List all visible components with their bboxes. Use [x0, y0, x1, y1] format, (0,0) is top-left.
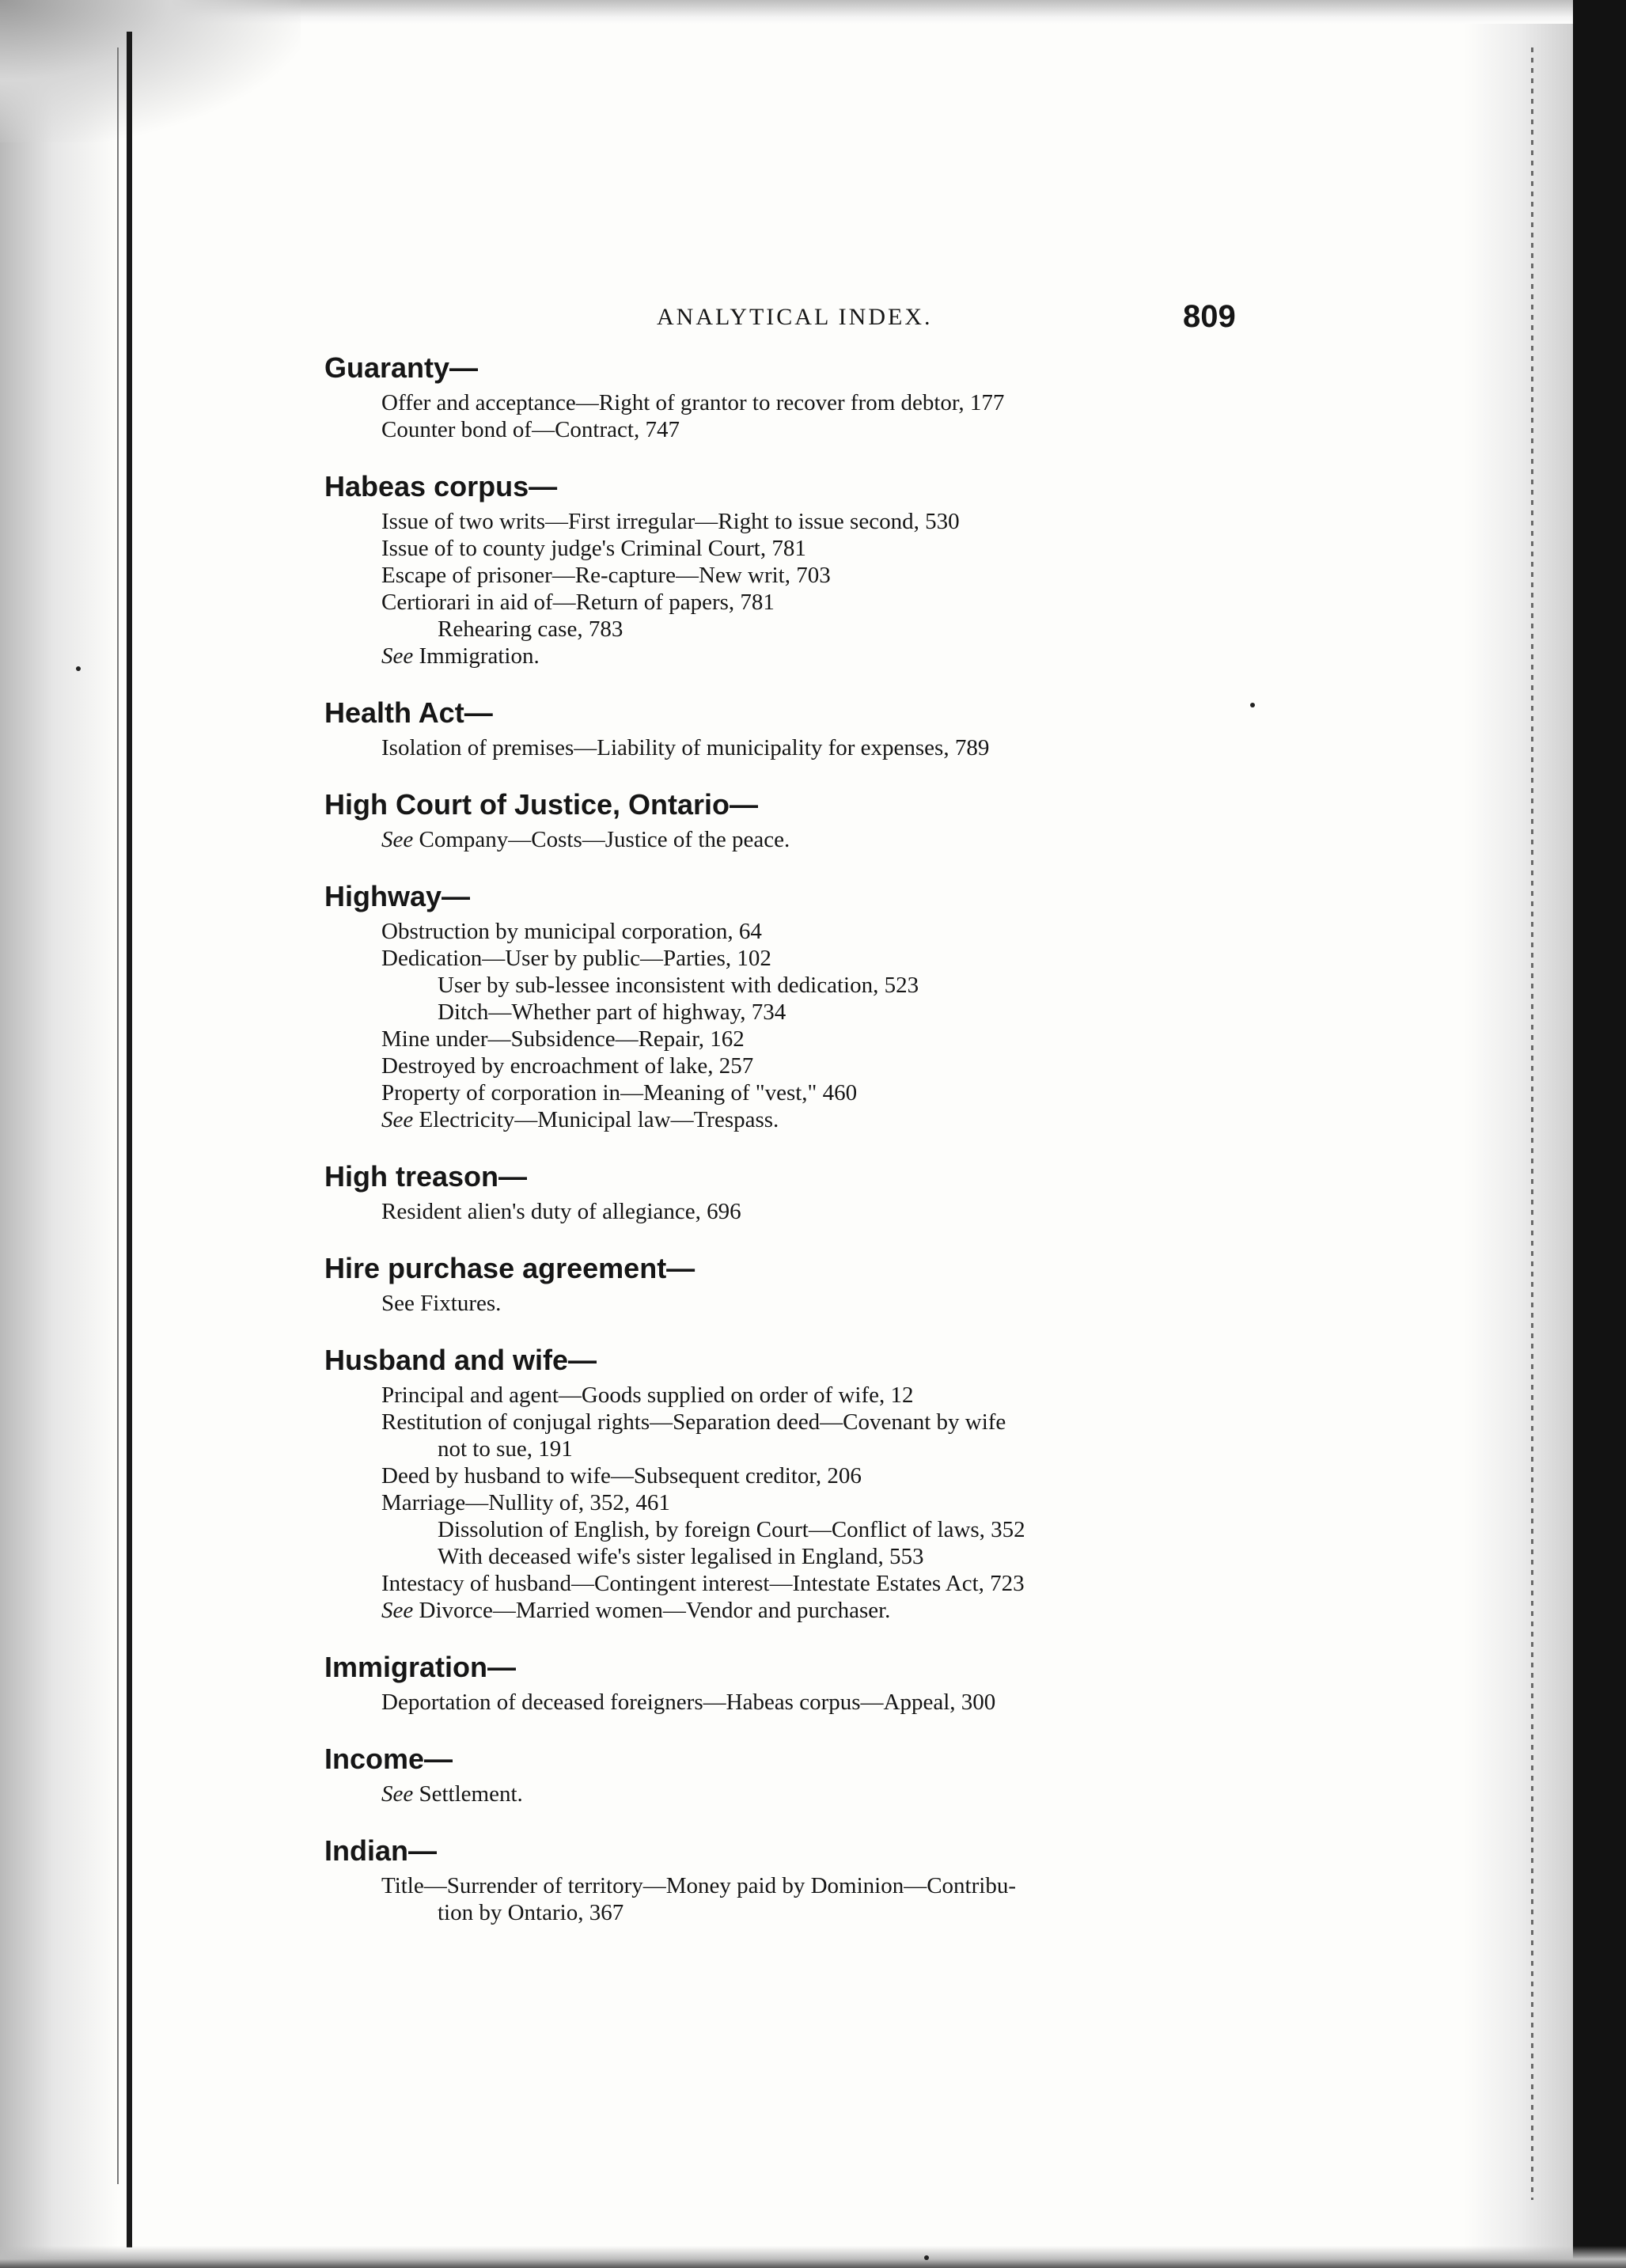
index-entry — [324, 348, 1274, 443]
index-subentry: User by sub-lessee inconsistent with dedication, 523 — [438, 973, 919, 998]
index-subentry: Marriage—Nullity of, 352, 461 — [381, 1490, 670, 1515]
index-subentry: Principal and agent—Goods supplied on order of wife, 12 — [381, 1382, 914, 1408]
index-subentry: Counter bond of—Contract, 747 — [381, 417, 680, 442]
index-subentry: Property of corporation in—Meaning of "vest," 460 — [381, 1080, 858, 1106]
index-subentry: Ditch—Whether part of highway, 734 — [438, 999, 786, 1025]
index-subentry: Dedication—User by public—Parties, 102 — [381, 946, 771, 971]
index-entry — [324, 467, 1274, 669]
index-heading: High treason— — [324, 1160, 528, 1193]
index-entry — [324, 1249, 1274, 1317]
index-entry — [324, 785, 1274, 853]
index-heading: High Court of Justice, Ontario— — [324, 788, 759, 821]
index-heading: Immigration— — [324, 1651, 517, 1683]
index-heading: Habeas corpus— — [324, 470, 558, 503]
index-subentry: Destroyed by encroachment of lake, 257 — [381, 1053, 754, 1079]
index-heading: Highway— — [324, 880, 471, 912]
see-label: See — [381, 1107, 414, 1132]
index-entry — [324, 693, 1274, 761]
scan-speck — [76, 666, 81, 671]
cross-reference: See Company—Costs—Justice of the peace. — [381, 827, 790, 852]
index-subentry: Issue of to county judge's Criminal Court, 781 — [381, 536, 806, 561]
scan-edge-left — [0, 0, 119, 2268]
index-subentry: Title—Surrender of territory—Money paid by Dominion—Contribu- — [381, 1873, 1016, 1898]
index-entry — [324, 1648, 1274, 1716]
index-heading: Health Act— — [324, 696, 493, 729]
index-subentry: Deportation of deceased foreigners—Habeas corpus—Appeal, 300 — [381, 1690, 996, 1715]
index-subentry: With deceased wife's sister legalised in England, 553 — [438, 1544, 924, 1569]
index-subentry: not to sue, 191 — [438, 1436, 573, 1462]
index-entry — [324, 1157, 1274, 1225]
index-subentry: Rehearing case, 783 — [438, 616, 623, 642]
index-column — [324, 348, 1274, 1926]
index-subentry: Obstruction by municipal corporation, 64 — [381, 919, 762, 944]
scan-edge-stripe — [1531, 47, 1533, 2200]
cross-reference: See Electricity—Municipal law—Trespass. — [381, 1107, 779, 1132]
cross-reference: See Immigration. — [381, 643, 540, 669]
index-entry — [324, 877, 1274, 1133]
index-subentry: Dissolution of English, by foreign Court—Conflict of laws, 352 — [438, 1517, 1025, 1542]
index-subentry: Offer and acceptance—Right of grantor to recover from debtor, 177 — [381, 390, 1005, 415]
index-subentries — [324, 1872, 1274, 1926]
see-label: See — [381, 643, 414, 669]
index-heading: Husband and wife— — [324, 1344, 597, 1376]
index-subentry: Isolation of premises—Liability of municipality for expenses, 789 — [381, 735, 990, 760]
index-subentries — [324, 826, 1274, 853]
index-subentry: See Fixtures. — [381, 1291, 502, 1316]
running-head-title: ANALYTICAL INDEX. — [657, 304, 933, 330]
page-number: 809 — [1183, 299, 1236, 334]
scan-background-right — [1573, 0, 1626, 2268]
index-subentry: Escape of prisoner—Re-capture—New writ, 703 — [381, 563, 831, 588]
index-subentries — [324, 1198, 1274, 1225]
index-subentry: tion by Ontario, 367 — [438, 1900, 624, 1925]
binding-line — [127, 32, 132, 2247]
binding-shadow — [117, 47, 119, 2184]
index-subentry: Mine under—Subsidence—Repair, 162 — [381, 1026, 745, 1052]
index-subentries — [324, 734, 1274, 761]
index-subentry: Intestacy of husband—Contingent interest—Intestate Estates Act, 723 — [381, 1571, 1025, 1596]
index-entry — [324, 1831, 1274, 1926]
running-head — [0, 299, 1626, 336]
see-label: See — [381, 827, 414, 852]
index-subentries — [324, 918, 1274, 1133]
index-subentry: Restitution of conjugal rights—Separation deed—Covenant by wife — [381, 1409, 1006, 1435]
see-label: See — [381, 1598, 414, 1623]
index-subentry: Deed by husband to wife—Subsequent creditor, 206 — [381, 1463, 862, 1489]
index-subentries — [324, 389, 1274, 443]
index-subentries — [324, 1689, 1274, 1716]
index-heading: Income— — [324, 1743, 453, 1775]
scan-speck — [924, 2255, 929, 2260]
scan-shadow-corner — [0, 0, 301, 142]
index-subentries — [324, 508, 1274, 669]
index-subentries — [324, 1382, 1274, 1624]
index-heading: Indian— — [324, 1834, 437, 1867]
index-subentry: Issue of two writs—First irregular—Right to issue second, 530 — [381, 509, 960, 534]
index-heading: Guaranty— — [324, 351, 479, 384]
index-subentries — [324, 1781, 1274, 1807]
index-heading: Hire purchase agreement— — [324, 1252, 696, 1284]
cross-reference: See Settlement. — [381, 1781, 523, 1807]
index-subentries — [324, 1290, 1274, 1317]
see-label: See — [381, 1781, 414, 1807]
index-entry — [324, 1341, 1274, 1624]
scan-edge-bottom — [0, 2246, 1626, 2268]
index-subentry: Resident alien's duty of allegiance, 696 — [381, 1199, 741, 1224]
cross-reference: See Divorce—Married women—Vendor and purchaser. — [381, 1598, 891, 1623]
index-entry — [324, 1739, 1274, 1807]
index-subentry: Certiorari in aid of—Return of papers, 781 — [381, 590, 775, 615]
